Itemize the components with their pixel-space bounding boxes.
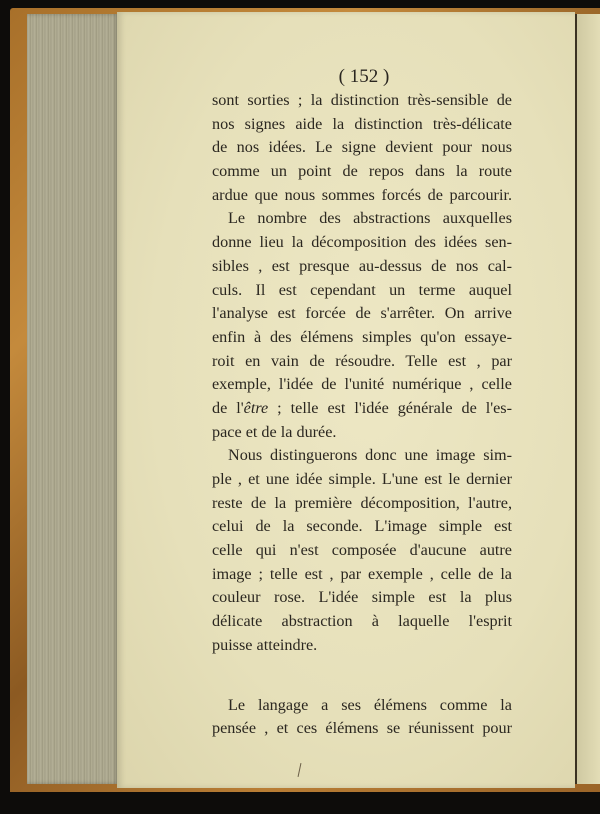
text-line: puisse atteindre. [212,635,318,654]
text-line: roit en vain de résoudre. Telle est , par [212,351,512,370]
text-line: enfin à des élémens simples qu'on essaye- [212,327,512,346]
text-line: de nos idées. Le signe devient pour nous [212,138,512,157]
text-line: culs. Il est cependant un terme auquel [212,280,512,299]
text-line: Le langage a ses élémens comme la [228,695,512,714]
text-line: pensée , et ces élémens se réunissent pour [212,719,512,738]
text-line: sont sorties ; la distinction très-sensible de [212,91,512,109]
paragraph [212,89,512,207]
paragraph-spacer [212,658,512,694]
page-fore-edge [27,14,119,784]
text-run: ; telle est l'idée générale de l'es- [268,398,512,417]
text-line: sibles , est presque au-dessus de nos cal- [212,256,512,275]
text-line: celui de la seconde. L'image simple est [212,517,512,536]
background-shadow [0,792,600,814]
text-line: reste de la première décomposition, l'autre, [212,493,512,512]
text-line: l'analyse est forcée de s'arrêter. On arrive [212,304,512,323]
paragraph [212,207,512,444]
text-line: Nous distinguerons donc une image sim- [228,446,512,465]
text-line: ple , et une idée simple. L'une est le dernier [212,470,512,488]
text-line: pace et de la durée. [212,422,337,441]
italic-word: être [243,398,269,417]
text-line: donne lieu la décomposition des idées sen- [212,233,512,252]
text-line: délicate abstraction à laquelle l'esprit [212,612,512,631]
text-line: couleur rose. L'idée simple est la plus [212,588,512,607]
facing-page-edge [577,14,600,784]
text-line: ardue que nous sommes forcés de parcourir. [212,185,512,204]
body-text [212,89,512,741]
text-line: Le nombre des abstractions auxquelles [228,209,512,228]
text-run: de l' [212,398,244,417]
paragraph [212,444,512,657]
text-line: celle qui n'est composée d'aucune autre [212,541,512,560]
text-line-mixed [212,397,512,421]
page-number: ( 152 ) [338,66,390,87]
text-line: image ; telle est , par exemple , celle de la [212,564,512,583]
paragraph [212,694,512,741]
text-line: comme un point de repos dans la route [212,162,512,181]
text-line: nos signes aide la distinction très-délicate [212,114,512,133]
text-line: exemple, l'idée de l'unité numérique , celle [212,375,512,394]
